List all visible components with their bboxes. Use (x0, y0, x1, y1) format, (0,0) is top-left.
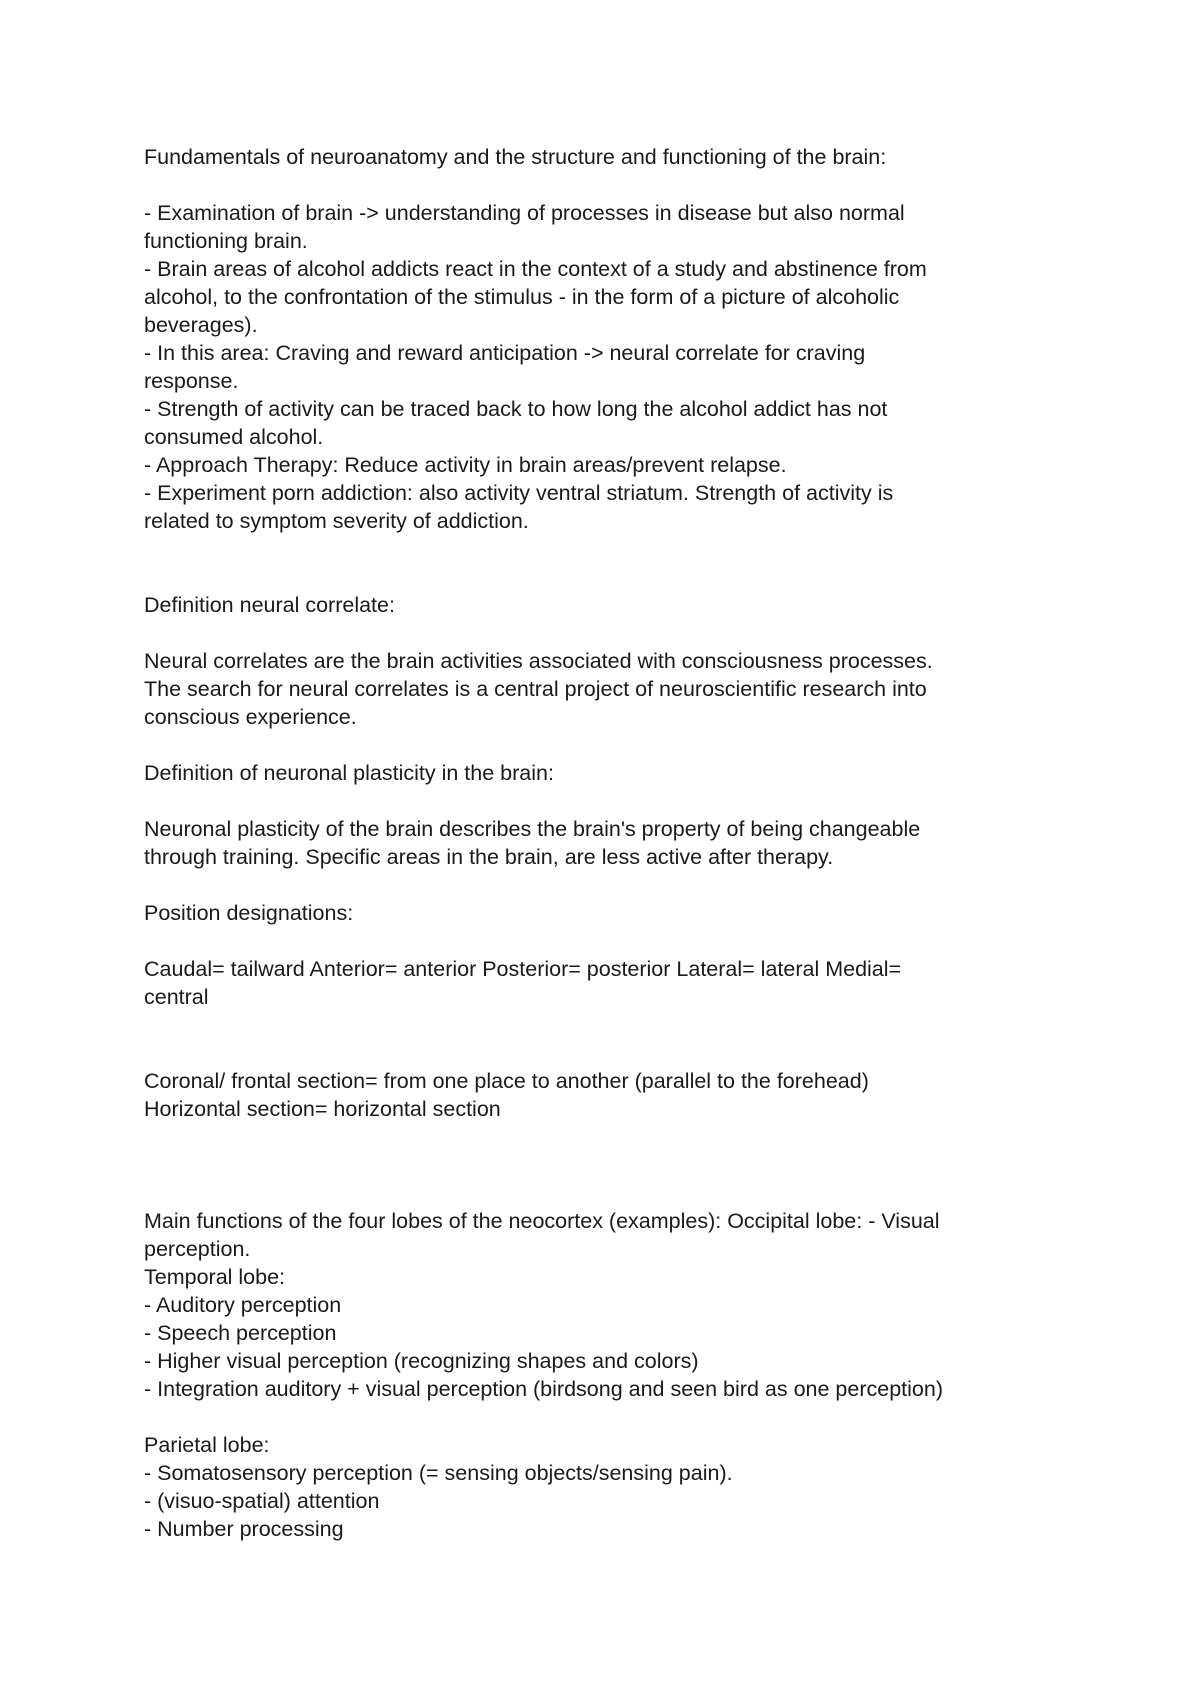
text-line: The search for neural correlates is a central project of neuroscientific research into (144, 677, 927, 701)
text-line: - Number processing (144, 1517, 344, 1541)
text-line: - In this area: Craving and reward anticipation -> neural correlate for craving (144, 341, 866, 365)
section-heading-neuroanatomy: Fundamentals of neuroanatomy and the structure and functioning of the brain: (144, 145, 887, 169)
text-line: consumed alcohol. (144, 425, 324, 449)
text-line: - Higher visual perception (recognizing shapes and colors) (144, 1349, 699, 1373)
section-heading-position-designations: Position designations: (144, 901, 354, 925)
section-heading-neural-correlate: Definition neural correlate: (144, 593, 395, 617)
text-line: Main functions of the four lobes of the neocortex (examples): Occipital lobe: - Visual (144, 1209, 940, 1233)
text-line: - Experiment porn addiction: also activity ventral striatum. Strength of activity is (144, 481, 894, 505)
text-line: Neural correlates are the brain activities associated with consciousness processes. (144, 649, 933, 673)
text-line: beverages). (144, 313, 258, 337)
text-line: - Integration auditory + visual perception (birdsong and seen bird as one perception) (144, 1377, 943, 1401)
text-line: functioning brain. (144, 229, 308, 253)
text-line: Neuronal plasticity of the brain describes the brain's property of being changeable (144, 817, 921, 841)
text-line: through training. Specific areas in the brain, are less active after therapy. (144, 845, 834, 869)
text-line: Coronal/ frontal section= from one place to another (parallel to the forehead) (144, 1069, 869, 1093)
text-line: - Speech perception (144, 1321, 337, 1345)
section-heading-neuronal-plasticity: Definition of neuronal plasticity in the brain: (144, 761, 554, 785)
text-line: - Approach Therapy: Reduce activity in brain areas/prevent relapse. (144, 453, 787, 477)
subheading-temporal-lobe: Temporal lobe: (144, 1265, 286, 1289)
text-line: - Auditory perception (144, 1293, 342, 1317)
document-body (144, 143, 1084, 1543)
text-line: - Brain areas of alcohol addicts react in the context of a study and abstinence from (144, 257, 927, 281)
text-line: Caudal= tailward Anterior= anterior Posterior= posterior Lateral= lateral Medial= (144, 957, 902, 981)
text-line: - (visuo-spatial) attention (144, 1489, 380, 1513)
text-line: - Examination of brain -> understanding of processes in disease but also normal (144, 201, 905, 225)
text-line: - Strength of activity can be traced back to how long the alcohol addict has not (144, 397, 888, 421)
subheading-parietal-lobe: Parietal lobe: (144, 1433, 270, 1457)
text-line: related to symptom severity of addiction. (144, 509, 529, 533)
text-line: conscious experience. (144, 705, 357, 729)
text-line: alcohol, to the confrontation of the stimulus - in the form of a picture of alcoholic (144, 285, 900, 309)
text-line: central (144, 985, 209, 1009)
text-line: - Somatosensory perception (= sensing objects/sensing pain). (144, 1461, 733, 1485)
text-line: response. (144, 369, 239, 393)
text-line: Horizontal section= horizontal section (144, 1097, 501, 1121)
text-line: perception. (144, 1237, 251, 1261)
